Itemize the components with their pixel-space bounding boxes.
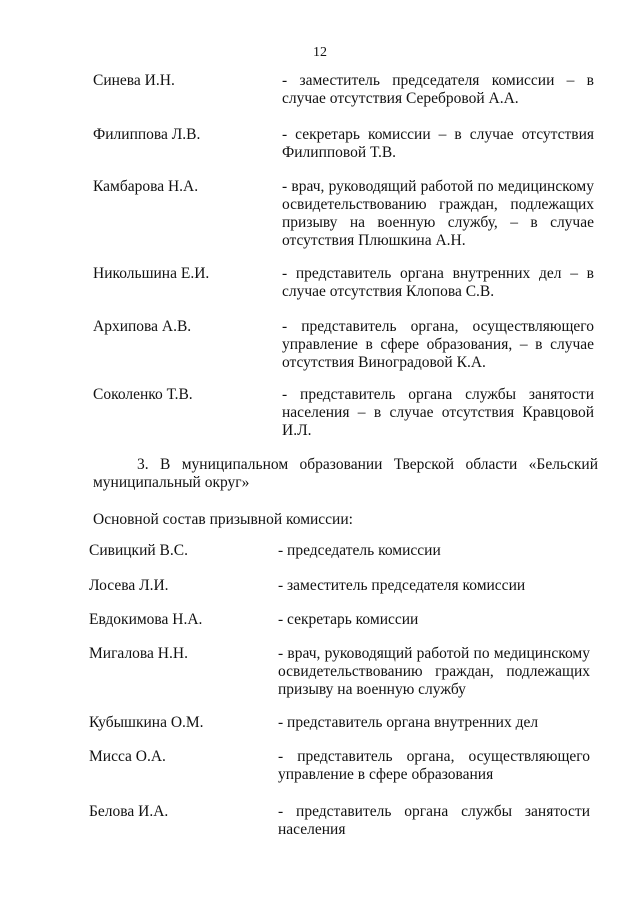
member-role: - секретарь комиссии	[278, 611, 419, 628]
composition-label: Основной состав призывной комиссии:	[93, 511, 353, 528]
member-role: - заместитель председателя комиссии – в случае отсутствия Серебровой А.А.	[282, 72, 594, 107]
member-role: - представитель органа службы занятости населения	[278, 803, 590, 838]
member-role: - представитель органа, осуществляющего управление в сфере образования	[278, 748, 590, 783]
member-name: Евдокимова Н.А.	[89, 611, 203, 628]
member-role: - представитель органа внутренних дел – в случае отсутствия Клопова С.В.	[282, 265, 594, 300]
page-number: 12	[313, 45, 327, 60]
member-name: Синева И.Н.	[93, 72, 175, 89]
member-role: - секретарь комиссии – в случае отсутствия Филипповой Т.В.	[282, 126, 594, 161]
member-role: - представитель органа, осуществляющего управление в сфере образования, – в случае отсутствия Виноградовой К.А.	[282, 318, 594, 371]
member-name: Соколенко Т.В.	[93, 386, 193, 403]
member-role: - врач, руководящий работой по медицинскому освидетельствованию граждан, подлежащих призыву на военную службу, – в случае отсутствия Плюшкина А.Н.	[282, 178, 594, 249]
member-name: Филиппова Л.В.	[93, 126, 201, 143]
member-role: - заместитель председателя комиссии	[278, 577, 526, 594]
member-role: - представитель органа службы занятости населения – в случае отсутствия Кравцовой И.Л.	[282, 386, 594, 439]
member-name: Белова И.А.	[89, 803, 169, 820]
member-name: Архипова А.В.	[93, 318, 192, 335]
member-role: - врач, руководящий работой по медицинскому освидетельствованию граждан, подлежащих призыву на военную службу	[278, 645, 590, 698]
member-name: Никольшина Е.И.	[93, 265, 210, 282]
member-name: Лосева Л.И.	[89, 577, 169, 594]
section-heading: 3. В муниципальном образовании Тверской области «Бельский муниципальный округ»	[93, 456, 598, 491]
member-name: Камбарова Н.А.	[93, 178, 199, 195]
member-name: Мигалова Н.Н.	[89, 645, 188, 662]
member-name: Мисса О.А.	[89, 748, 166, 765]
member-name: Кубышкина О.М.	[89, 714, 204, 731]
member-role: - представитель органа внутренних дел	[278, 714, 539, 731]
member-name: Сивицкий В.С.	[89, 542, 188, 559]
member-role: - председатель комиссии	[278, 542, 441, 559]
